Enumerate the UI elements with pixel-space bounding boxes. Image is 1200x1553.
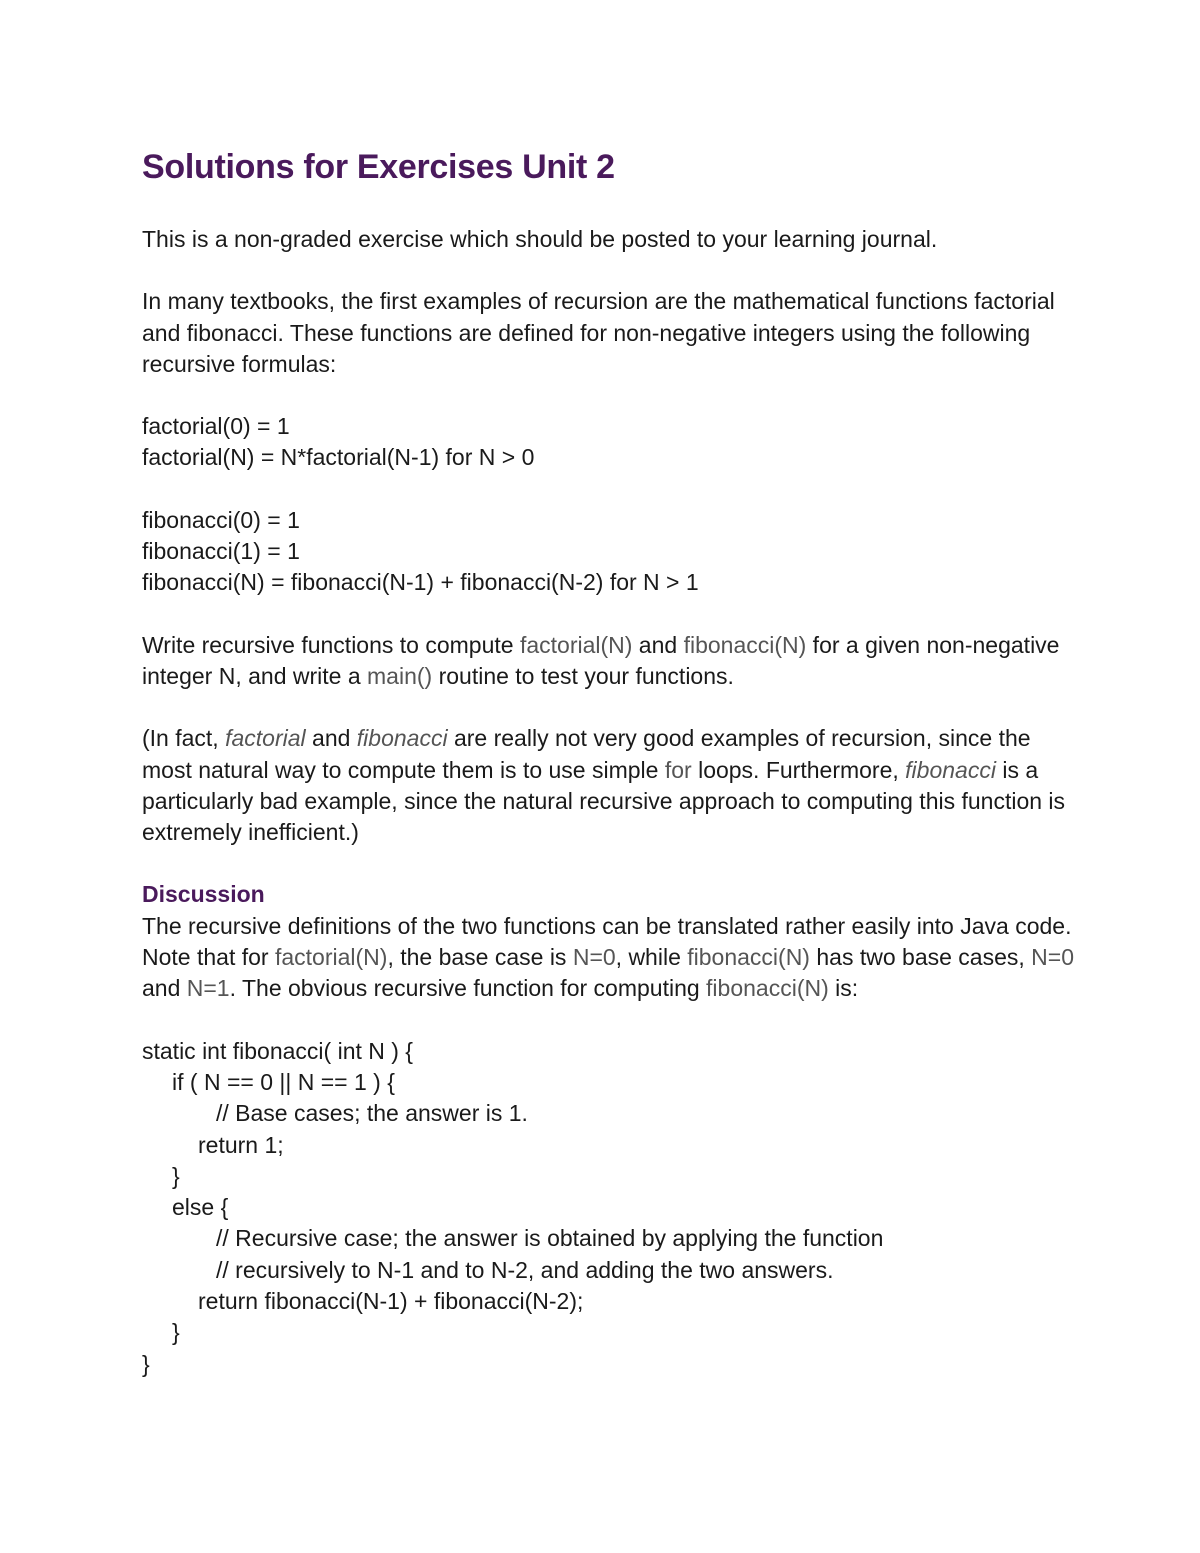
code-ref-factorial: factorial(N) (519, 631, 633, 658)
discussion-heading: Discussion (142, 881, 265, 908)
discussion-section (142, 879, 1082, 1004)
code-line: // recursively to N-1 and to N-2, and adding the two answers. (216, 1256, 834, 1283)
code-block (142, 1036, 1082, 1380)
discussion-text: , while (615, 944, 688, 971)
code-line: } (172, 1162, 180, 1189)
code-line: return fibonacci(N-1) + fibonacci(N-2); (198, 1288, 584, 1315)
code-ref-n1: N=1 (186, 975, 230, 1002)
code-line: else { (172, 1194, 229, 1221)
discussion-text: , the base case is (387, 944, 573, 971)
code-line: } (172, 1319, 180, 1346)
note-text: loops. Furthermore, (691, 756, 906, 783)
intro-paragraph: This is a non-graded exercise which should be posted to your learning journal. (142, 226, 938, 252)
code-ref-for: for (664, 756, 692, 783)
formula-line: fibonacci(1) = 1 (142, 538, 300, 565)
factorial-formulas (142, 411, 1082, 474)
code-line: static int fibonacci( int N ) { (142, 1037, 413, 1064)
task-text: routine to test your functions. (432, 662, 734, 689)
code-line: if ( N == 0 || N == 1 ) { (172, 1068, 395, 1095)
task-text: for a given non-negative integer N, and write a (142, 631, 1060, 689)
note-text: and (305, 725, 357, 752)
formula-line: fibonacci(0) = 1 (142, 506, 300, 533)
code-line: } (142, 1350, 150, 1377)
task-paragraph (142, 630, 1082, 693)
discussion-text: and (142, 975, 187, 1002)
code-line: // Base cases; the answer is 1. (216, 1100, 528, 1127)
discussion-text: has two base cases, (809, 944, 1032, 971)
note-paragraph (142, 723, 1082, 848)
code-ref-fibonacci: fibonacci(N) (683, 631, 807, 658)
task-text: Write recursive functions to compute (142, 631, 520, 658)
code-ref-factorial: factorial (225, 725, 306, 752)
discussion-paragraph (142, 911, 1082, 1005)
code-ref-factorial: factorial(N) (274, 944, 388, 971)
task-text: and (632, 631, 684, 658)
code-ref-fibonacci: fibonacci (356, 725, 448, 752)
code-ref-main: main() (367, 662, 433, 689)
note-text: is a particularly bad example, since the natural recursive approach to computing this function is extremely inefficient.) (142, 756, 1066, 846)
note-text: (In fact, (142, 725, 226, 752)
code-ref-fibonacci: fibonacci(N) (687, 944, 810, 971)
discussion-text: is: (828, 975, 859, 1002)
formula-line: fibonacci(N) = fibonacci(N-1) + fibonacci(N-2) for N > 1 (142, 569, 699, 596)
formula-line: factorial(N) = N*factorial(N-1) for N > 0 (142, 444, 535, 471)
page-title: Solutions for Exercises Unit 2 (142, 148, 615, 186)
code-ref-n0: N=0 (572, 944, 616, 971)
code-ref-fibonacci: fibonacci(N) (706, 975, 829, 1002)
recursion-intro-paragraph: In many textbooks, the first examples of recursion are the mathematical functions factorial and fibonacci. These functions are defined for non-negative integers using the following recursive formulas: (142, 288, 1055, 377)
code-ref-n0: N=0 (1031, 944, 1075, 971)
code-line: return 1; (198, 1131, 284, 1158)
code-line: // Recursive case; the answer is obtained by applying the function (216, 1225, 884, 1252)
note-text: are really not very good examples of recursion, since the most natural way to compute them is to use simple (142, 725, 1031, 783)
fibonacci-formulas (142, 505, 1082, 599)
formula-line: factorial(0) = 1 (142, 413, 290, 440)
discussion-text: . The obvious recursive function for computing (229, 975, 707, 1002)
document-page (142, 140, 1082, 1380)
code-ref-fibonacci: fibonacci (905, 756, 996, 783)
discussion-text: The recursive definitions of the two functions can be translated rather easily into Java code. Note that for (142, 912, 1072, 971)
